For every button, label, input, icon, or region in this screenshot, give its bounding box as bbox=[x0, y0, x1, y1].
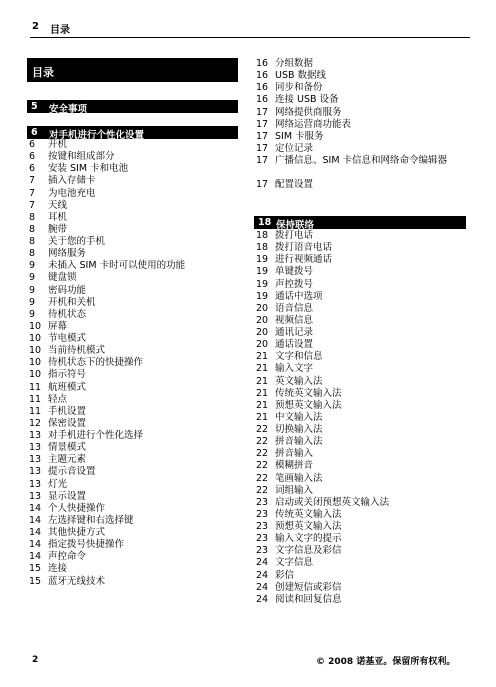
toc-entry-page: 21 bbox=[256, 387, 269, 399]
toc-entry[interactable] bbox=[254, 376, 468, 388]
toc-entry-title: 拼音输入 bbox=[275, 448, 314, 460]
toc-entry[interactable] bbox=[254, 119, 468, 131]
toc-entry-title: 进行视频通话 bbox=[275, 254, 333, 266]
toc-entry[interactable] bbox=[254, 424, 468, 436]
toc-entry-page: 20 bbox=[256, 327, 269, 338]
toc-entry-page: 7 bbox=[29, 199, 36, 211]
toc-entry-title: 网络运营商功能表 bbox=[275, 118, 352, 130]
toc-entry-title: 节电模式 bbox=[48, 333, 87, 344]
toc-entry-page: 19 bbox=[256, 290, 269, 302]
toc-entry-title: 插入存储卡 bbox=[48, 175, 96, 187]
toc-entry-title: 开机 bbox=[48, 139, 68, 150]
toc-entry-page: 8 bbox=[29, 223, 36, 235]
page-header bbox=[32, 21, 468, 35]
toc-entry-page: 17 bbox=[256, 118, 269, 130]
toc-entry[interactable] bbox=[27, 309, 239, 321]
toc-entry[interactable] bbox=[27, 382, 239, 394]
toc-entry[interactable] bbox=[254, 143, 468, 155]
toc-entry-title: 彩信 bbox=[275, 569, 295, 581]
toc-entry[interactable] bbox=[27, 357, 239, 369]
toc-entry-title: 视频信息 bbox=[275, 314, 314, 326]
toc-entry-title: 输入文字 bbox=[275, 363, 314, 375]
toc-entry-page: 24 bbox=[256, 557, 269, 569]
toc-entry-page: 21 bbox=[256, 351, 269, 363]
toc-entry-page: 17 bbox=[256, 179, 269, 191]
toc-entry[interactable] bbox=[254, 339, 468, 351]
toc-entry-title: 传统英文输入法 bbox=[275, 508, 342, 520]
toc-entry[interactable] bbox=[254, 131, 468, 143]
section-page: 18 bbox=[258, 217, 272, 228]
toc-entry[interactable] bbox=[254, 303, 468, 315]
toc-entry-title: 英文输入法 bbox=[275, 375, 323, 387]
toc-section-6[interactable] bbox=[27, 126, 238, 139]
toc-entry-title: 未插入 SIM 卡时可以使用的功能 bbox=[48, 260, 186, 272]
toc-entry-title: 密码功能 bbox=[48, 284, 87, 296]
toc-entry[interactable] bbox=[27, 333, 239, 345]
toc-entry[interactable] bbox=[254, 388, 468, 400]
toc-entry[interactable] bbox=[254, 70, 468, 82]
toc-entry-page: 16 bbox=[256, 94, 269, 106]
toc-entry-title: 拨打语音电话 bbox=[275, 242, 333, 254]
header-divider bbox=[30, 37, 470, 38]
toc-entry-title: 左选择键和右选择键 bbox=[48, 514, 134, 526]
toc-entry-page: 10 bbox=[29, 333, 42, 344]
toc-entry-title: SIM 卡服务 bbox=[275, 130, 324, 142]
toc-entry-page: 9 bbox=[29, 284, 36, 296]
footer-copyright: © 2008 诺基亚。保留所有权利。 bbox=[316, 657, 456, 667]
toc-entry-page: 10 bbox=[29, 320, 42, 332]
toc-entry[interactable] bbox=[27, 479, 239, 491]
toc-entry[interactable] bbox=[27, 200, 239, 212]
toc-entry-title: 文字和信息 bbox=[275, 351, 323, 363]
toc-entry-title: 输入文字的提示 bbox=[275, 533, 342, 545]
toc-entry-page: 19 bbox=[256, 278, 269, 290]
toc-entry-page: 21 bbox=[256, 399, 269, 411]
toc-entry-page: 15 bbox=[29, 563, 42, 575]
toc-entry-title: 安装 SIM 卡和电池 bbox=[48, 163, 129, 175]
toc-entry-page: 13 bbox=[29, 466, 42, 478]
toc-title: 目录 bbox=[32, 66, 54, 79]
toc-entry[interactable] bbox=[27, 466, 239, 478]
toc-entry-page: 13 bbox=[29, 478, 42, 490]
toc-entry-page: 24 bbox=[256, 593, 269, 605]
toc-entry[interactable] bbox=[254, 351, 468, 363]
toc-entry-title: 其他快捷方式 bbox=[48, 527, 106, 538]
toc-entry-page: 20 bbox=[256, 314, 269, 326]
toc-entry-title: 配置设置 bbox=[275, 179, 314, 191]
toc-entry-page: 22 bbox=[256, 448, 269, 460]
toc-entry-page: 23 bbox=[256, 508, 269, 520]
toc-entry-page: 11 bbox=[29, 381, 42, 393]
toc-entry-title: 词组输入 bbox=[275, 484, 314, 496]
header-page-number: 2 bbox=[32, 21, 39, 32]
toc-section-5[interactable] bbox=[27, 100, 238, 113]
toc-entry-title: 个人快捷操作 bbox=[48, 502, 106, 514]
toc-entry[interactable] bbox=[254, 242, 468, 254]
toc-entry-page: 18 bbox=[256, 242, 269, 254]
toc-entry[interactable] bbox=[27, 576, 239, 588]
section-title: 保持联络 bbox=[276, 220, 315, 231]
toc-entry-title: 切换输入法 bbox=[275, 424, 323, 435]
toc-entry[interactable] bbox=[254, 509, 468, 521]
toc-entry-page: 8 bbox=[29, 248, 36, 260]
toc-entry[interactable] bbox=[254, 582, 468, 594]
toc-entry-page: 6 bbox=[29, 163, 36, 175]
toc-entry-page: 21 bbox=[256, 411, 269, 423]
toc-entry[interactable] bbox=[254, 230, 468, 242]
toc-entry-page: 17 bbox=[256, 142, 269, 154]
toc-entry-page: 13 bbox=[29, 430, 42, 441]
toc-entry-title: 文字信息及彩信 bbox=[275, 545, 342, 557]
toc-entry-title: 创建短信或彩信 bbox=[275, 581, 342, 593]
toc-entry-page: 16 bbox=[256, 70, 269, 82]
toc-entry-page: 20 bbox=[256, 302, 269, 314]
toc-entry[interactable] bbox=[254, 58, 468, 70]
toc-entry[interactable] bbox=[27, 212, 239, 224]
toc-entry-title: 情景模式 bbox=[48, 442, 87, 454]
toc-entry-page: 10 bbox=[29, 369, 42, 381]
toc-entry-page: 6 bbox=[29, 151, 36, 163]
toc-entry[interactable] bbox=[254, 291, 468, 303]
toc-entry-title: 指定拨号快捷操作 bbox=[48, 539, 125, 551]
toc-entry-page: 9 bbox=[29, 260, 36, 272]
toc-entry-page: 7 bbox=[29, 187, 36, 199]
toc-entry[interactable] bbox=[254, 533, 468, 545]
toc-entry[interactable] bbox=[254, 327, 468, 339]
toc-entry-page: 20 bbox=[256, 339, 269, 351]
toc-entry-page: 23 bbox=[256, 545, 269, 557]
toc-entry-title: 航班模式 bbox=[48, 381, 87, 393]
toc-entry-page: 10 bbox=[29, 345, 42, 357]
toc-entry-page: 22 bbox=[256, 460, 269, 472]
toc-entry[interactable] bbox=[27, 139, 239, 151]
toc-entry-page: 10 bbox=[29, 357, 42, 369]
toc-entry[interactable] bbox=[27, 539, 239, 551]
toc-entry[interactable] bbox=[254, 557, 468, 569]
toc-entry-title: 预想英文输入法 bbox=[275, 399, 342, 411]
toc-entry-page: 23 bbox=[256, 521, 269, 532]
toc-entry-page: 17 bbox=[256, 155, 269, 166]
toc-entry[interactable] bbox=[254, 155, 468, 179]
toc-entry-title: 单键拨号 bbox=[275, 266, 314, 278]
toc-entry-title: 当前待机模式 bbox=[48, 345, 106, 357]
toc-entry[interactable] bbox=[27, 527, 239, 539]
toc-entry-title: 关于您的手机 bbox=[48, 236, 106, 247]
toc-entry[interactable] bbox=[254, 521, 468, 533]
toc-entry-title: 广播信息、SIM 卡信息和网络命令编辑器 bbox=[275, 155, 448, 166]
toc-entry[interactable] bbox=[27, 418, 239, 430]
toc-entry[interactable] bbox=[27, 297, 239, 309]
toc-entry[interactable] bbox=[254, 460, 468, 472]
toc-entry-title: 对手机进行个性化选择 bbox=[48, 430, 144, 441]
toc-entry-title: 待机状态下的快捷操作 bbox=[48, 357, 144, 369]
toc-entry[interactable] bbox=[27, 515, 239, 527]
toc-entry[interactable] bbox=[27, 224, 239, 236]
toc-entry-title: 语音信息 bbox=[275, 302, 314, 314]
toc-entry-page: 19 bbox=[256, 266, 269, 278]
toc-entry-title: 指示符号 bbox=[48, 369, 87, 381]
toc-entry-page: 21 bbox=[256, 363, 269, 375]
toc-entry-page: 22 bbox=[256, 436, 269, 448]
toc-entry-page: 16 bbox=[256, 82, 269, 94]
toc-entry[interactable] bbox=[254, 315, 468, 327]
toc-entry-page: 9 bbox=[29, 272, 36, 284]
toc-list-right-top bbox=[254, 58, 468, 191]
toc-entry-title: 按键和组成部分 bbox=[48, 151, 115, 163]
toc-entry-page: 14 bbox=[29, 514, 42, 526]
toc-entry-title: 同步和备份 bbox=[275, 82, 323, 94]
toc-entry-title: 连接 bbox=[48, 563, 68, 575]
toc-entry[interactable] bbox=[27, 563, 239, 575]
toc-entry[interactable] bbox=[27, 260, 239, 272]
toc-entry-title: 蓝牙无线技术 bbox=[48, 575, 106, 587]
toc-entry-title: 传统英文输入法 bbox=[275, 387, 342, 399]
toc-entry[interactable] bbox=[27, 175, 239, 187]
toc-entry-title: 网络提供商服务 bbox=[275, 106, 342, 118]
toc-entry-page: 8 bbox=[29, 211, 36, 223]
toc-entry[interactable] bbox=[254, 254, 468, 266]
toc-entry-page: 22 bbox=[256, 484, 269, 496]
toc-entry-page: 23 bbox=[256, 496, 269, 508]
toc-entry-title: 阅读和回复信息 bbox=[275, 593, 342, 605]
toc-entry[interactable] bbox=[254, 363, 468, 375]
toc-entry[interactable] bbox=[254, 485, 468, 497]
toc-entry-page: 14 bbox=[29, 502, 42, 514]
toc-entry[interactable] bbox=[27, 151, 239, 163]
toc-list-left bbox=[27, 139, 239, 588]
toc-entry[interactable] bbox=[254, 400, 468, 412]
toc-entry[interactable] bbox=[254, 266, 468, 278]
toc-entry-page: 6 bbox=[29, 139, 36, 150]
toc-entry[interactable] bbox=[27, 369, 239, 381]
toc-entry-title: 通话中选项 bbox=[275, 290, 323, 302]
toc-entry-title: 声控拨号 bbox=[275, 278, 314, 290]
toc-entry[interactable] bbox=[27, 442, 239, 454]
section-title: 安全事项 bbox=[49, 104, 88, 115]
toc-entry[interactable] bbox=[27, 491, 239, 503]
toc-entry-title: 预想英文输入法 bbox=[275, 521, 342, 532]
toc-entry-title: 拼音输入法 bbox=[275, 436, 323, 448]
toc-entry[interactable] bbox=[27, 163, 239, 175]
toc-entry-title: 通讯记录 bbox=[275, 327, 314, 338]
toc-entry[interactable] bbox=[27, 188, 239, 200]
toc-entry[interactable] bbox=[254, 436, 468, 448]
toc-entry[interactable] bbox=[254, 94, 468, 106]
toc-entry-page: 13 bbox=[29, 490, 42, 502]
toc-entry[interactable] bbox=[27, 454, 239, 466]
toc-entry-title: 开机和关机 bbox=[48, 296, 96, 308]
toc-entry-title: 屏幕 bbox=[48, 320, 68, 332]
toc-list-right-bottom bbox=[254, 230, 468, 606]
toc-entry-page: 11 bbox=[29, 405, 42, 417]
toc-entry[interactable] bbox=[27, 430, 239, 442]
toc-entry-page: 14 bbox=[29, 551, 42, 563]
toc-entry-page: 12 bbox=[29, 417, 42, 429]
toc-entry-title: 声控命令 bbox=[48, 551, 87, 563]
toc-entry[interactable] bbox=[27, 503, 239, 515]
toc-entry[interactable] bbox=[254, 82, 468, 94]
toc-entry-title: USB 数据线 bbox=[275, 70, 327, 82]
toc-entry-page: 22 bbox=[256, 424, 269, 435]
toc-entry[interactable] bbox=[27, 321, 239, 333]
toc-entry-title: 灯光 bbox=[48, 478, 68, 490]
toc-entry[interactable] bbox=[254, 448, 468, 460]
toc-entry-title: 主题元素 bbox=[48, 454, 87, 466]
toc-entry-page: 9 bbox=[29, 296, 36, 308]
toc-entry[interactable] bbox=[27, 551, 239, 563]
toc-entry-title: 显示设置 bbox=[48, 490, 87, 502]
toc-entry-title: 拨打电话 bbox=[275, 230, 314, 241]
toc-entry-page: 9 bbox=[29, 308, 36, 320]
toc-entry[interactable] bbox=[27, 345, 239, 357]
toc-entry-title: 网络服务 bbox=[48, 248, 87, 260]
toc-entry-page: 14 bbox=[29, 527, 42, 538]
toc-entry-page: 7 bbox=[29, 175, 36, 187]
toc-entry[interactable] bbox=[254, 412, 468, 424]
toc-entry-title: 中文输入法 bbox=[275, 411, 323, 423]
toc-entry-title: 手机设置 bbox=[48, 405, 87, 417]
toc-entry-title: 键盘锁 bbox=[48, 272, 77, 284]
section-page: 5 bbox=[31, 101, 38, 112]
toc-entry-title: 待机状态 bbox=[48, 308, 87, 320]
header-title: 目录 bbox=[50, 25, 70, 36]
toc-entry-page: 17 bbox=[256, 106, 269, 118]
toc-entry[interactable] bbox=[27, 236, 239, 248]
toc-entry-page: 15 bbox=[29, 575, 42, 587]
toc-entry[interactable] bbox=[254, 545, 468, 557]
toc-entry-title: 提示音设置 bbox=[48, 466, 96, 478]
toc-entry-page: 16 bbox=[256, 58, 269, 69]
toc-entry-title: 启动或关闭预想英文输入法 bbox=[275, 496, 390, 508]
toc-entry-page: 21 bbox=[256, 375, 269, 387]
toc-entry[interactable] bbox=[27, 406, 239, 418]
toc-entry-title: 为电池充电 bbox=[48, 187, 96, 199]
toc-entry[interactable] bbox=[27, 248, 239, 260]
toc-entry-page: 23 bbox=[256, 533, 269, 545]
toc-entry[interactable] bbox=[254, 594, 468, 606]
section-page: 6 bbox=[31, 127, 38, 138]
toc-entry-title: 连接 USB 设备 bbox=[275, 94, 339, 106]
toc-entry-page: 24 bbox=[256, 569, 269, 581]
toc-entry-page: 14 bbox=[29, 539, 42, 551]
toc-entry-page: 17 bbox=[256, 130, 269, 142]
toc-entry-title: 模糊拼音 bbox=[275, 460, 314, 472]
footer-page-number: 2 bbox=[32, 655, 39, 665]
toc-title-bar bbox=[27, 58, 238, 82]
toc-entry-page: 19 bbox=[256, 254, 269, 266]
toc-entry-page: 18 bbox=[256, 230, 269, 241]
toc-section-18[interactable] bbox=[254, 216, 466, 229]
toc-entry[interactable] bbox=[254, 497, 468, 509]
toc-entry[interactable] bbox=[254, 473, 468, 485]
toc-entry[interactable] bbox=[27, 394, 239, 406]
toc-entry-title: 天线 bbox=[48, 199, 68, 211]
toc-entry-title: 通话设置 bbox=[275, 339, 314, 351]
toc-entry-title: 分组数据 bbox=[275, 58, 314, 69]
section-title: 对手机进行个性化设置 bbox=[49, 130, 145, 141]
toc-entry-title: 保密设置 bbox=[48, 417, 87, 429]
toc-entry-page: 11 bbox=[29, 393, 42, 405]
toc-entry[interactable] bbox=[254, 279, 468, 291]
toc-entry-page: 8 bbox=[29, 236, 36, 247]
toc-entry-title: 腕带 bbox=[48, 223, 68, 235]
toc-entry-title: 文字信息 bbox=[275, 557, 314, 569]
toc-entry-page: 13 bbox=[29, 442, 42, 454]
toc-entry-title: 耳机 bbox=[48, 211, 68, 223]
toc-entry[interactable] bbox=[27, 272, 239, 284]
toc-entry[interactable] bbox=[254, 107, 468, 119]
toc-entry-title: 轻点 bbox=[48, 393, 68, 405]
toc-entry-title: 定位记录 bbox=[275, 142, 314, 154]
toc-entry-page: 24 bbox=[256, 581, 269, 593]
toc-entry[interactable] bbox=[254, 179, 468, 191]
toc-entry-page: 13 bbox=[29, 454, 42, 466]
toc-entry-title: 笔画输入法 bbox=[275, 472, 323, 484]
toc-entry[interactable] bbox=[254, 570, 468, 582]
toc-entry-page: 22 bbox=[256, 472, 269, 484]
toc-entry[interactable] bbox=[27, 285, 239, 297]
